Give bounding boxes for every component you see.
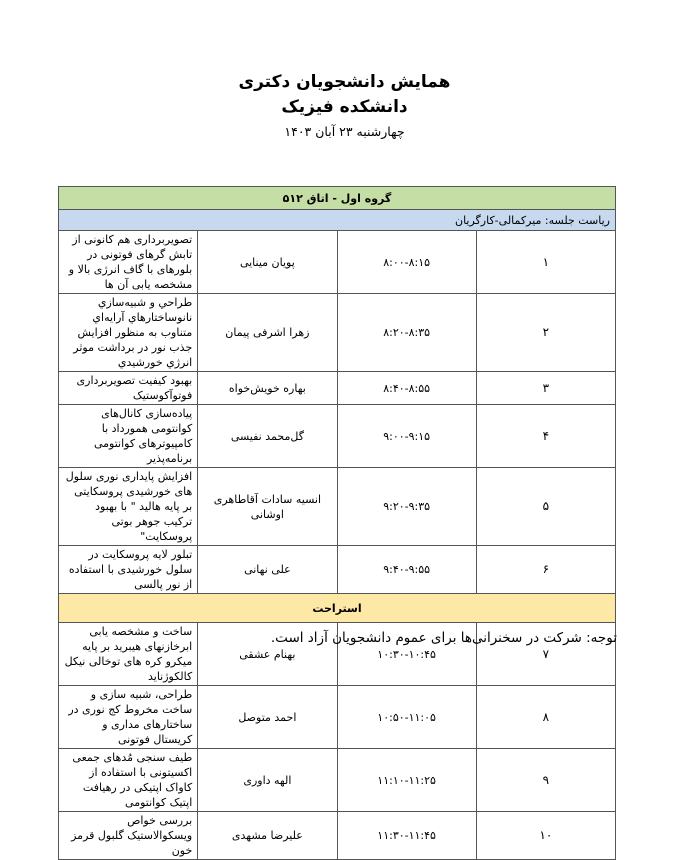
talk-time: ۹:۴۰-۹:۵۵ xyxy=(337,546,476,594)
event-date: چهارشنبه ۲۳ آبان ۱۴۰۳ xyxy=(284,124,405,139)
talk-row xyxy=(59,812,616,860)
session-chair-row xyxy=(59,210,616,231)
break-row xyxy=(59,594,616,623)
talk-title: بهبود کیفیت تصویربرداری فوتوآکوستیک xyxy=(59,372,198,405)
talk-time: ۹:۲۰-۹:۳۵ xyxy=(337,468,476,546)
talk-number: ۱۰ xyxy=(476,812,615,860)
talk-title: افزایش پایداری نوری سلول های خورشیدی پروسکایتی بر پایه هالید " با بهبود ترکیب جوهر بوتی پروسکایت" xyxy=(59,468,198,546)
talk-row xyxy=(59,231,616,294)
break-label: استراحت xyxy=(59,594,616,623)
speaker-name: الهه داوری xyxy=(198,749,337,812)
talk-row xyxy=(59,546,616,594)
footer-note: توجه: شرکت در سخنرانی‌ها برای عموم دانشجویان آزاد است. xyxy=(270,630,617,646)
talk-title: ساخت و مشخصه یابی ابرخازنهای هیبرید بر پایه میکرو کره های توخالی نیکل کالکوژناید xyxy=(59,623,198,686)
talk-title: طراحي و شبیه‌سازي نانوساختارهاي آرايه‌اي متناوب به منظور افزايش جذب نور در برداشت موثر انرژي خورشيدي xyxy=(59,294,198,372)
talk-row xyxy=(59,372,616,405)
speaker-name: گل‌محمد نفیسی xyxy=(198,405,337,468)
talk-number: ۲ xyxy=(476,294,615,372)
talk-number: ۶ xyxy=(476,546,615,594)
talk-row xyxy=(59,294,616,372)
talk-number: ۸ xyxy=(476,686,615,749)
speaker-name: پویان مینایی xyxy=(198,231,337,294)
group-title: گروه اول - اتاق ۵۱۲ xyxy=(59,187,616,210)
talk-number: ۷ xyxy=(476,623,615,686)
speaker-name: انسیه سادات آقاطاهری اوشانی xyxy=(198,468,337,546)
faculty-title: دانشکده فیزیک xyxy=(281,97,408,117)
schedule-body xyxy=(59,187,616,860)
speaker-name: زهرا اشرفی پیمان xyxy=(198,294,337,372)
schedule-table xyxy=(58,186,616,860)
talk-row xyxy=(59,405,616,468)
talk-number: ۹ xyxy=(476,749,615,812)
speaker-name: احمد متوصل xyxy=(198,686,337,749)
speaker-name: بهنام عشقی xyxy=(198,623,337,686)
speaker-name: علیرضا مشهدی xyxy=(198,812,337,860)
speaker-name: علی نهانی xyxy=(198,546,337,594)
talk-time: ۸:۲۰-۸:۳۵ xyxy=(337,294,476,372)
talk-number: ۵ xyxy=(476,468,615,546)
talk-time: ۱۱:۳۰-۱۱:۴۵ xyxy=(337,812,476,860)
talk-row xyxy=(59,468,616,546)
talk-time: ۸:۴۰-۸:۵۵ xyxy=(337,372,476,405)
talk-title: تبلور لایه پروسکایت در سلول خورشیدی با استفاده از نور پالسی xyxy=(59,546,198,594)
group-header-row xyxy=(59,187,616,210)
talk-row xyxy=(59,686,616,749)
talk-number: ۳ xyxy=(476,372,615,405)
talk-time: ۱۰:۳۰-۱۰:۴۵ xyxy=(337,623,476,686)
talk-time: ۱۱:۱۰-۱۱:۲۵ xyxy=(337,749,476,812)
talk-title: پیاده‌سازی کانال‌های کوانتومی همورداد با کامپیوترهای کوانتومی برنامه‌پذیر xyxy=(59,405,198,468)
talk-time: ۸:۰۰-۸:۱۵ xyxy=(337,231,476,294)
talk-title: طراحی، شبیه سازی و ساخت مخروط کج نوری در ساختارهای مداری و کریستال فوتونی xyxy=(59,686,198,749)
speaker-name: بهاره خویش‌خواه xyxy=(198,372,337,405)
talk-title: طیف سنجی مُدهای جمعی اکسیتونی با استفاده از کاواک اپتیکی در رهیافت اپتیک کوانتومی xyxy=(59,749,198,812)
session-chair: ریاست جلسه: میرکمالی-کارگریان xyxy=(59,210,616,231)
talk-time: ۹:۰۰-۹:۱۵ xyxy=(337,405,476,468)
event-title: همایش دانشجویان دکتری xyxy=(238,72,451,92)
talk-title: تصویربرداری هم کانونی از تابش گرهای فوتونی در بلورهای با گاف انرژی بالا و مشخصه یابی آن ها xyxy=(59,231,198,294)
talk-row xyxy=(59,749,616,812)
talk-title: بررسی خواص ویسکوالاستیک گلبول قرمز خون xyxy=(59,812,198,860)
talk-time: ۱۰:۵۰-۱۱:۰۵ xyxy=(337,686,476,749)
talk-number: ۴ xyxy=(476,405,615,468)
talk-number: ۱ xyxy=(476,231,615,294)
